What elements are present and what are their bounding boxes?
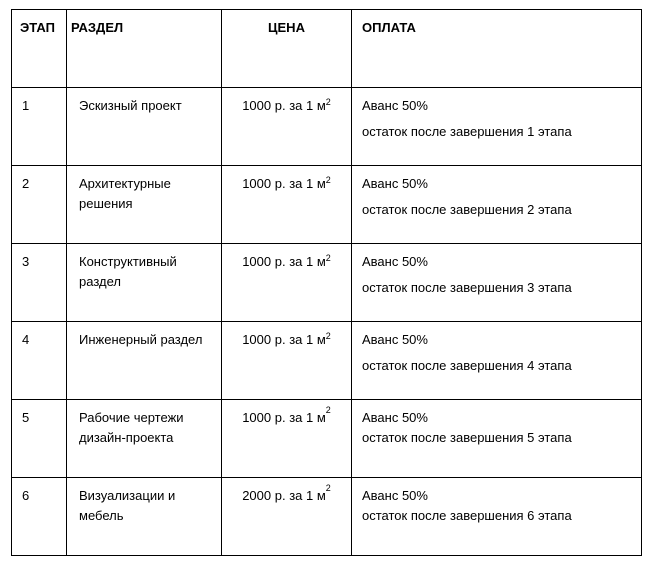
section-name: Рабочие чертежи дизайн-проекта (79, 410, 184, 445)
header-section: РАЗДЕЛ (71, 20, 124, 35)
payment-cell (352, 400, 641, 448)
stage-number: 1 (22, 98, 30, 113)
table-row (12, 88, 642, 166)
section-name: Эскизный проект (79, 98, 182, 113)
section-name: Архитектурные решения (79, 176, 171, 211)
advance-text: Аванс 50% (362, 176, 428, 191)
price-cell (222, 478, 351, 506)
stage-number: 5 (22, 410, 30, 425)
advance-text: Аванс 50% (362, 410, 428, 425)
payment-cell (352, 88, 641, 142)
table-row (12, 322, 642, 400)
table-row (12, 244, 642, 322)
header-stage: ЭТАП (20, 20, 55, 35)
payment-cell (352, 166, 641, 220)
price-superscript: 2 (325, 331, 331, 341)
price-text: 1000 р. за 1 м (242, 176, 326, 191)
price-cell (222, 400, 351, 428)
price-text: 2000 р. за 1 м (242, 488, 326, 503)
advance-text: Аванс 50% (362, 488, 428, 503)
stage-number: 2 (22, 176, 30, 191)
remainder-text: остаток после завершения 3 этапа (362, 280, 572, 295)
pricing-table (11, 9, 642, 556)
advance-text: Аванс 50% (362, 98, 428, 113)
header-payment: ОПЛАТА (362, 20, 416, 35)
advance-text: Аванс 50% (362, 332, 428, 347)
remainder-text: остаток после завершения 2 этапа (362, 202, 572, 217)
stage-number: 6 (22, 488, 30, 503)
price-cell (222, 244, 351, 272)
table-row (12, 478, 642, 556)
price-superscript: 2 (325, 405, 331, 415)
price-text: 1000 р. за 1 м (242, 254, 326, 269)
remainder-text: остаток после завершения 1 этапа (362, 124, 572, 139)
section-name: Инженерный раздел (79, 332, 203, 347)
price-text: 1000 р. за 1 м (242, 410, 326, 425)
price-text: 1000 р. за 1 м (242, 332, 326, 347)
price-cell (222, 322, 351, 350)
price-cell (222, 88, 351, 116)
remainder-text: остаток после завершения 5 этапа (362, 430, 572, 445)
price-superscript: 2 (325, 483, 331, 493)
payment-cell (352, 478, 641, 526)
price-superscript: 2 (325, 175, 331, 185)
stage-number: 3 (22, 254, 30, 269)
section-name: Конструктивный раздел (79, 254, 177, 289)
price-superscript: 2 (325, 97, 331, 107)
payment-cell (352, 244, 641, 298)
section-name: Визуализации и мебель (79, 488, 176, 523)
advance-text: Аванс 50% (362, 254, 428, 269)
payment-cell (352, 322, 641, 376)
table-row (12, 400, 642, 478)
stage-number: 4 (22, 332, 30, 347)
price-cell (222, 166, 351, 194)
table-row (12, 166, 642, 244)
remainder-text: остаток после завершения 4 этапа (362, 358, 572, 373)
remainder-text: остаток после завершения 6 этапа (362, 508, 572, 523)
price-superscript: 2 (325, 253, 331, 263)
table-header-row (12, 10, 642, 88)
price-text: 1000 р. за 1 м (242, 98, 326, 113)
header-price: ЦЕНА (268, 20, 305, 35)
